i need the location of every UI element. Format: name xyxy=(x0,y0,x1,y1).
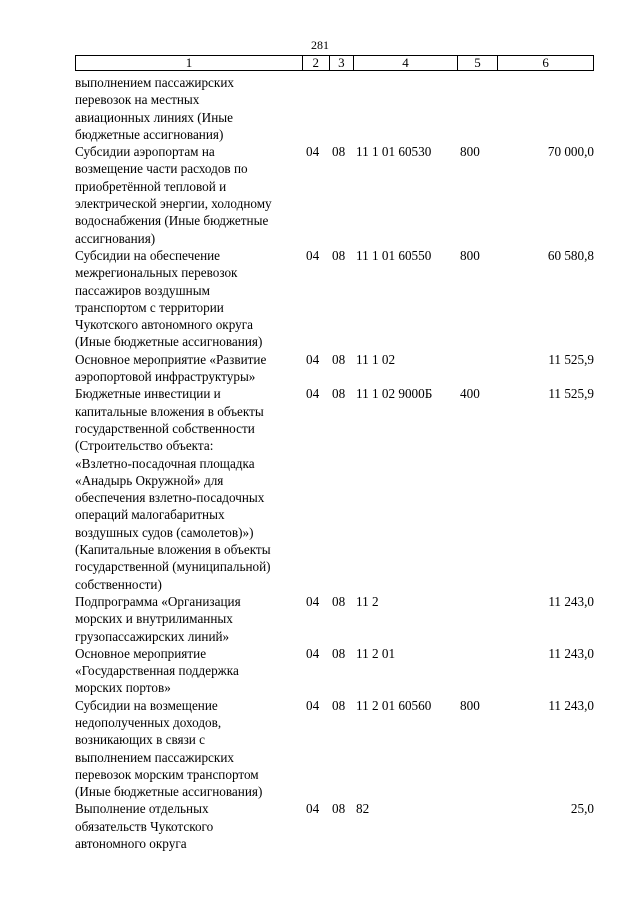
row-section: 04 xyxy=(306,247,320,263)
row-amount: 11 525,9 xyxy=(548,351,594,367)
row-section: 04 xyxy=(306,645,320,661)
header-col-1: 1 xyxy=(185,55,193,70)
table-row xyxy=(75,385,594,593)
row-amount xyxy=(498,74,594,143)
header-col-6: 6 xyxy=(497,56,593,70)
row-section: 04 xyxy=(306,697,320,713)
header-col-5: 5 xyxy=(457,56,497,70)
row-target-code: 11 1 01 60530 xyxy=(356,144,432,160)
table-row xyxy=(75,143,594,247)
table-body xyxy=(75,74,594,852)
row-target-code: 11 1 02 xyxy=(356,351,396,367)
table-row xyxy=(75,645,594,697)
row-amount: 11 243,0 xyxy=(548,645,594,661)
table-header xyxy=(75,55,594,71)
row-section: 04 xyxy=(306,351,320,367)
row-subsection xyxy=(330,74,354,143)
row-section: 04 xyxy=(306,144,320,160)
row-subsection: 08 xyxy=(332,801,346,817)
row-name: Основное мероприятие «Государственная поддержка морских портов» xyxy=(75,645,239,696)
table-row xyxy=(75,593,594,645)
row-target-code: 11 2 01 xyxy=(356,645,396,661)
table-row xyxy=(75,351,594,386)
table-row xyxy=(75,74,594,143)
row-amount: 25,0 xyxy=(570,801,594,817)
row-name: Подпрограмма «Организация морских и внутрилиманных грузопассажирских линий» xyxy=(75,593,241,644)
row-name: Основное мероприятие «Развитие аэропортовой инфраструктуры» xyxy=(75,351,267,385)
row-target-code: 82 xyxy=(356,801,370,817)
row-name: Выполнение отдельных обязательств Чукотского автономного округа xyxy=(75,801,214,852)
page-number: 281 xyxy=(311,38,329,52)
row-section: 04 xyxy=(306,801,320,817)
table-row xyxy=(75,800,594,852)
row-target-code: 11 1 01 60550 xyxy=(356,247,432,263)
header-col-2: 2 xyxy=(302,56,329,70)
row-name: Субсидии аэропортам на возмещение части расходов по приобретённой тепловой и электрической энергии, холодному водоснабжения (Иные бюджетные ассигнования) xyxy=(75,144,272,246)
row-expense-type xyxy=(458,800,498,852)
row-expense-type xyxy=(458,593,498,645)
row-expense-type xyxy=(458,645,498,697)
row-name: Бюджетные инвестиции и капитальные вложения в объекты государственной собственности (Строительство объекта: «Взлетно-посадочная площадка «Анадырь Окружной» для обеспечения взлетно-посадочных операций малогабаритных воздушных судов (самолетов)») (Капитальные вложения в объекты государственной (муниципальной) собственности) xyxy=(75,386,271,592)
header-col-3: 3 xyxy=(329,56,354,70)
table-row xyxy=(75,247,594,351)
row-expense-type: 800 xyxy=(460,144,480,160)
row-name: Субсидии на возмещение недополученных доходов, возникающих в связи с выполнением пассажирских перевозок морским транспортом (Иные бюджетные ассигнования) xyxy=(75,697,263,800)
row-section: 04 xyxy=(306,593,320,609)
row-amount: 70 000,0 xyxy=(547,144,594,160)
row-target-code: 11 2 01 60560 xyxy=(356,697,432,713)
row-expense-type: 800 xyxy=(460,247,480,263)
row-subsection: 08 xyxy=(332,697,346,713)
row-subsection: 08 xyxy=(332,247,346,263)
row-expense-type xyxy=(458,74,498,143)
row-subsection: 08 xyxy=(332,593,346,609)
row-section: 04 xyxy=(306,386,320,402)
table-row xyxy=(75,697,594,801)
row-section xyxy=(304,74,330,143)
row-target-code xyxy=(354,74,458,143)
row-subsection: 08 xyxy=(332,144,346,160)
row-expense-type: 400 xyxy=(460,386,480,402)
row-expense-type: 800 xyxy=(460,697,480,713)
row-target-code: 11 1 02 9000Б xyxy=(356,386,433,402)
row-amount: 11 525,9 xyxy=(548,386,594,402)
row-subsection: 08 xyxy=(332,386,346,402)
row-expense-type xyxy=(458,351,498,386)
row-target-code: 11 2 xyxy=(356,593,379,609)
row-name: Субсидии на обеспечение межрегиональных перевозок пассажиров воздушным транспортом с территории Чукотского автономного округа (Иные бюджетные ассигнования) xyxy=(75,247,263,350)
header-col-4: 4 xyxy=(353,56,457,70)
row-name: выполнением пассажирских перевозок на местных авиационных линиях (Иные бюджетные ассигнования) xyxy=(75,75,234,142)
row-subsection: 08 xyxy=(332,645,346,661)
row-subsection: 08 xyxy=(332,351,346,367)
row-amount: 60 580,8 xyxy=(547,247,594,263)
row-amount: 11 243,0 xyxy=(548,697,594,713)
row-amount: 11 243,0 xyxy=(548,593,594,609)
